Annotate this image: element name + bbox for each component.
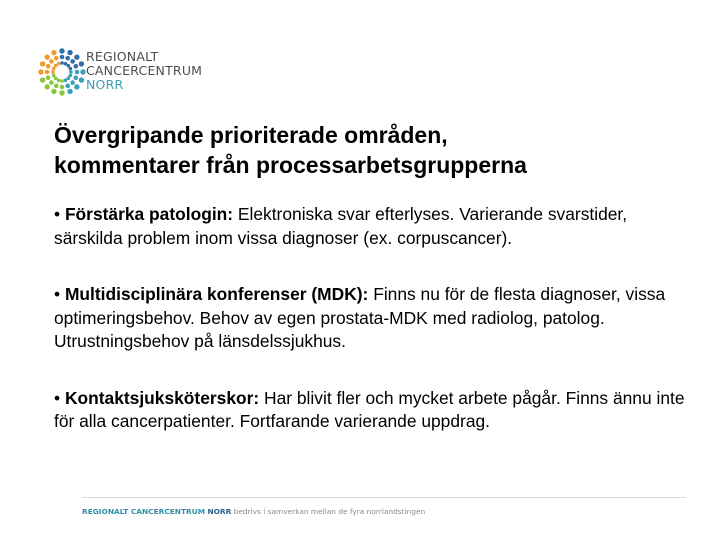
bullet-item <box>54 203 694 250</box>
bullet-term: Multidisciplinära konferenser (MDK): <box>64 284 369 304</box>
logo-wordmark <box>86 50 202 92</box>
logo-dot <box>64 79 68 83</box>
footer-brand: REGIONALT CANCERCENTRUM <box>82 507 206 516</box>
logo-dot <box>49 80 54 85</box>
logo-dot <box>75 70 80 75</box>
logo-dot <box>70 59 75 64</box>
footer-divider <box>82 497 686 498</box>
logo-dot <box>40 77 45 82</box>
logo-dot <box>46 64 51 69</box>
logo-dot <box>60 79 64 83</box>
logo-dot <box>80 69 85 74</box>
logo-dot <box>51 70 55 74</box>
logo-dot <box>51 50 56 55</box>
logo-line-3: NORR <box>86 77 124 92</box>
logo-line-1: REGIONALT <box>86 49 159 64</box>
slide-title-line-1: Övergripande prioriterade områden, <box>54 122 448 148</box>
logo-dot <box>52 74 56 78</box>
bullet-marker: • <box>54 204 61 224</box>
footer <box>82 507 692 516</box>
logo-dot <box>79 61 84 66</box>
logo-dot <box>40 61 45 66</box>
logo-dot <box>57 62 61 66</box>
footer-brand-suffix: NORR <box>207 507 232 516</box>
bullet-marker: • <box>54 387 61 408</box>
logo-dot <box>65 56 70 61</box>
logo-dot <box>60 85 65 90</box>
logo-dot <box>59 48 64 53</box>
bullet-text: Finns nu för de flesta diagnoser, vissa optimeringsbehov. Behov av egen prostata-MDK med radiolog, patolog. Utrustningsbehov på länsdelssjukhus. <box>54 284 666 351</box>
logo-dot <box>45 70 50 75</box>
bullet-list <box>54 203 694 434</box>
bullet-text: Elektroniska svar efterlyses. Varierande svarstider, särskilda problem inom vissa diagnoser (ex. corpuscancer). <box>54 204 628 248</box>
regional-cancercentrum-logo-icon <box>34 44 90 100</box>
logo-dot <box>49 59 54 64</box>
bullet-item <box>54 387 694 434</box>
logo-dot <box>38 69 43 74</box>
logo-dot <box>79 77 84 82</box>
logo-dot <box>69 67 73 71</box>
slide-title <box>54 120 694 180</box>
logo-dot <box>69 70 73 74</box>
logo-dot <box>54 84 59 89</box>
logo-dot <box>67 89 72 94</box>
logo-dot <box>74 64 79 69</box>
logo-dot <box>74 75 79 80</box>
footer-tagline: bedrivs i samverkan mellan de fyra norrlandstingen <box>231 507 426 516</box>
logo-dot <box>59 90 64 95</box>
logo-dot <box>54 56 59 61</box>
logo-dot <box>60 61 64 65</box>
slide-title-line-2: kommentarer från processarbetsgrupperna <box>54 152 527 178</box>
logo-dot <box>46 75 51 80</box>
logo-dot <box>70 80 75 85</box>
logo-line-2: CANCERCENTRUM <box>86 63 203 78</box>
logo-dot <box>65 84 70 89</box>
bullet-text: Har blivit fler och mycket arbete pågår. Finns ännu inte för alla cancerpatienter. Fortfarande varierande uppdrag. <box>54 387 685 431</box>
logo-dot <box>74 84 79 89</box>
bullet-term: Kontaktsjuksköterskor: <box>64 387 260 408</box>
bullet-term: Förstärka patologin: <box>64 204 234 224</box>
logo-dot <box>44 84 49 89</box>
logo-dot <box>60 55 65 60</box>
logo-dot <box>51 89 56 94</box>
logo-dot <box>67 50 72 55</box>
bullet-marker: • <box>54 284 61 304</box>
bullet-item <box>54 283 694 354</box>
logo-dot <box>74 54 79 59</box>
logo-dot <box>44 54 49 59</box>
